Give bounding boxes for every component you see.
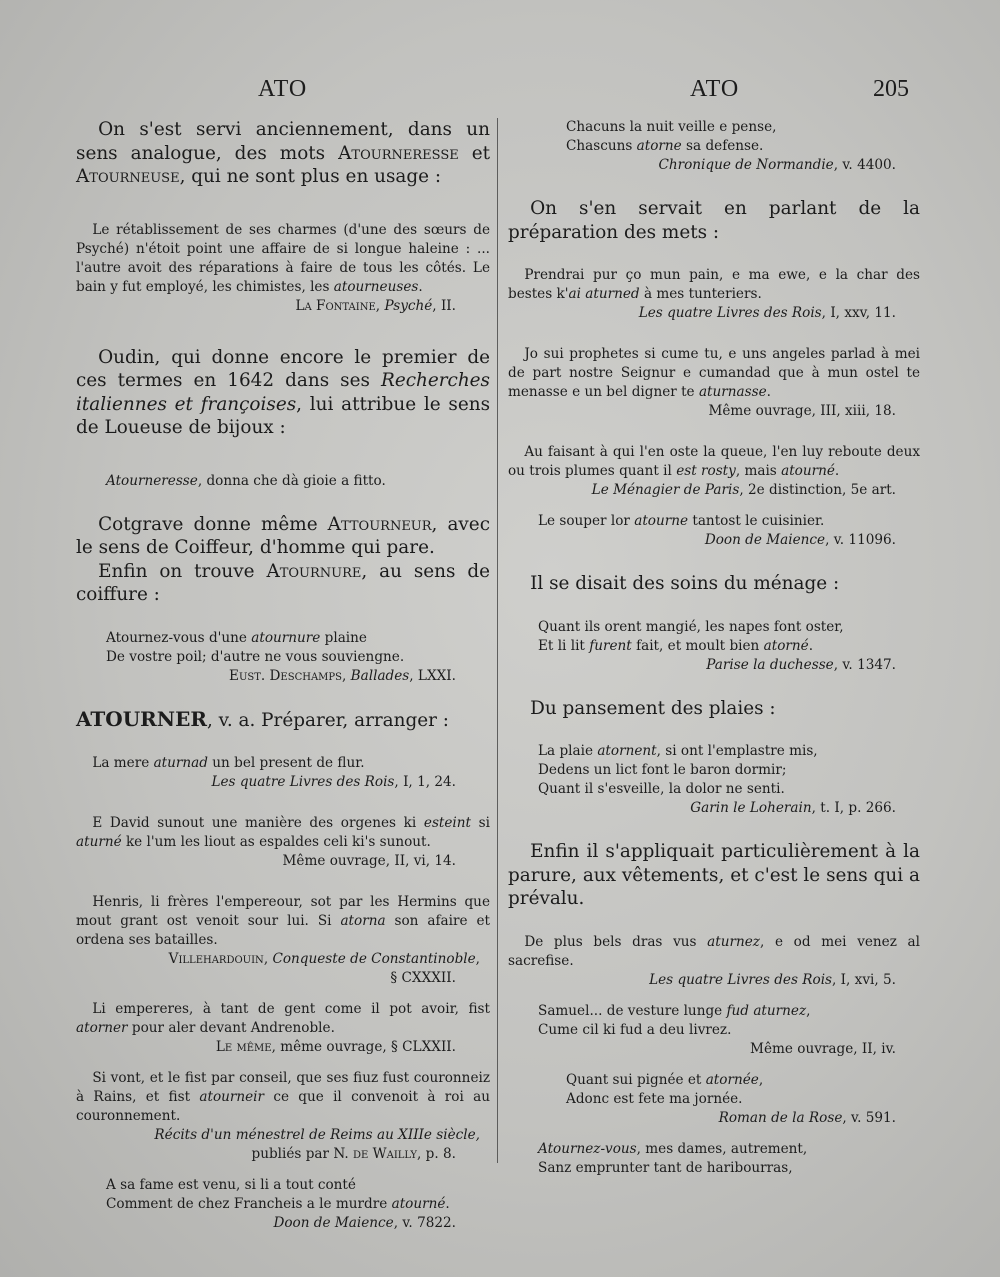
quotation: Si vont, et le fist par conseil, que ses fiuz fust couronneiz à Rains, et fist atourneir ce que il convenoit à roi au couronnement. xyxy=(76,1070,490,1124)
citation: publiés par N. de Wailly, p. 8. xyxy=(251,1146,456,1162)
verse-line: Cume cil ki fud a deu livrez. xyxy=(538,1021,732,1038)
quotation: Atourneresse, donna che dà gioie a fitto. xyxy=(106,472,386,489)
verse-line: Adonc est fete ma jornée. xyxy=(566,1090,743,1107)
verse-line: Quant sui pignée et atornée, xyxy=(566,1071,764,1088)
verse-line: Chacuns la nuit veille e pense, xyxy=(566,119,777,135)
page-number: 205 xyxy=(873,76,909,102)
citation: Garin le Loherain, t. I, p. 266. xyxy=(690,800,896,816)
verse-line: Atournez-vous, mes dames, autrement, xyxy=(538,1140,808,1157)
verse-line: De vostre poil; d'autre ne vous souviengne. xyxy=(106,648,405,665)
paragraph-menage: Il se disait des soins du ménage : xyxy=(530,573,840,594)
paragraph-cotgrave: Cotgrave donne même Attourneur, avec le sens de Coiffeur, d'homme qui pare. xyxy=(76,513,490,558)
running-head-right: ATO xyxy=(690,76,740,102)
verse-line: Sanz emprunter tant de haribourras, xyxy=(538,1159,793,1176)
citation-section: § CXXXII. xyxy=(390,970,456,986)
right-column xyxy=(508,118,920,1178)
citation: La Fontaine, Psyché, II. xyxy=(295,297,456,314)
paragraph-mets: On s'en servait en parlant de la préparation des mets : xyxy=(508,198,920,243)
citation: Récits d'un ménestrel de Reims au XIIIe siècle, xyxy=(154,1127,480,1143)
citation: Même ouvrage, II, iv. xyxy=(750,1040,896,1057)
paragraph-plaies: Du pansement des plaies : xyxy=(530,697,776,719)
verse-line: Samuel... de vesture lunge fud aturnez, xyxy=(538,1002,811,1019)
quotation: Jo sui prophetes si cume tu, e uns angeles parlad à mei de part nostre Seignur e cumandad que à mun ostel te menasse e un bel digner te aturnasse. xyxy=(508,346,920,400)
paragraph-parure: Enfin il s'appliquait particulièrement à la parure, aux vêtements, et c'est le sens qui a prévalu. xyxy=(508,841,920,909)
paragraph-atourneresse: On s'est servi anciennement, dans un sens analogue, des mots Atourneresse et Atourneuse, qui ne sont plus en usage : xyxy=(76,119,490,187)
paragraph-oudin: Oudin, qui donne encore le premier de ces termes en 1642 dans ses Recherches italiennes et françoises, lui attribue le sens de Loueuse de bijoux : xyxy=(76,346,491,438)
left-column xyxy=(76,118,490,1233)
citation: Même ouvrage, III, xiii, 18. xyxy=(708,403,896,419)
citation: Parise la duchesse, v. 1347. xyxy=(706,656,896,673)
citation: Les quatre Livres des Rois, I, xvi, 5. xyxy=(649,971,896,988)
verse-line: A sa fame est venu, si li a tout conté xyxy=(106,1177,356,1193)
citation: Les quatre Livres des Rois, I, 1, 24. xyxy=(211,774,456,790)
verse-line: Atournez-vous d'une atournure plaine xyxy=(106,629,367,646)
quotation: La mere aturnad un bel present de flur. xyxy=(92,755,365,771)
verse-line: Quant il s'esveille, la dolor ne senti. xyxy=(538,781,785,797)
verse-line: Chascuns atorne sa defense. xyxy=(566,138,764,154)
citation: Le Ménagier de Paris, 2e distinction, 5e art. xyxy=(591,482,896,498)
verse-line: Le souper lor atourne tantost le cuisinier. xyxy=(538,513,825,529)
citation: Villehardouin, Conqueste de Constantinoble, xyxy=(168,951,480,967)
verse-line: Quant ils orent mangié, les napes font oster, xyxy=(538,618,844,635)
column-divider xyxy=(497,118,498,1163)
verse-line: Dedens un lict font le baron dormir; xyxy=(538,762,787,778)
quotation: Au faisant à qui l'en oste la queue, l'en luy reboute deux ou trois plumes quant il est rosty, mais atourné. xyxy=(508,444,920,479)
quotation: Henris, li frères l'empereour, sot par les Hermins que mout grant ost venoit sour lui. Si atorna son afaire et ordena ses batailles. xyxy=(76,894,490,948)
running-head-left: ATO xyxy=(258,76,308,102)
citation: Doon de Maience, v. 11096. xyxy=(704,532,896,548)
quotation: De plus bels dras vus aturnez, e od mei venez al sacrefise. xyxy=(508,933,921,969)
quotation: Prendrai pur ço mun pain, e ma ewe, e la char des bestes k'ai aturned à mes tunteriers. xyxy=(508,267,920,302)
paragraph-atournure: Enfin on trouve Atournure, au sens de coiffure : xyxy=(76,560,490,605)
quotation: E David sunout une manière des orgenes ki esteint si aturné ke l'um les liout as espaldes celi ki's sunout. xyxy=(76,815,490,850)
verse-line: Comment de chez Francheis a le murdre atourné. xyxy=(106,1196,450,1212)
quotation: Li empereres, à tant de gent come il pot avoir, fist atorner pour aler devant Andrenoble. xyxy=(76,1001,490,1036)
quotation: Le rétablissement de ses charmes (d'une des sœurs de Psyché) n'étoit point une affaire de si longue haleine : ... l'autre avoit des réparations à faire de tous les côtés. Le bain y fut employé, les chimistes, les atourneuses. xyxy=(76,221,490,295)
citation: Roman de la Rose, v. 591. xyxy=(718,1109,896,1126)
verse-line: Et li lit furent fait, et moult bien atorné. xyxy=(538,637,814,654)
citation: Eust. Deschamps, Ballades, LXXI. xyxy=(229,667,456,684)
entry-heading: ATOURNER, v. a. Préparer, arranger : xyxy=(76,706,449,731)
citation: Le même, même ouvrage, § CLXXII. xyxy=(215,1039,456,1055)
citation: Même ouvrage, II, vi, 14. xyxy=(282,853,456,869)
citation: Doon de Maience, v. 7822. xyxy=(273,1215,456,1231)
headword: ATOURNER xyxy=(76,706,207,731)
citation: Les quatre Livres des Rois, I, xxv, 11. xyxy=(638,305,896,321)
verse-line: La plaie atornent, si ont l'emplastre mis, xyxy=(538,743,818,759)
citation: Chronique de Normandie, v. 4400. xyxy=(658,157,896,173)
